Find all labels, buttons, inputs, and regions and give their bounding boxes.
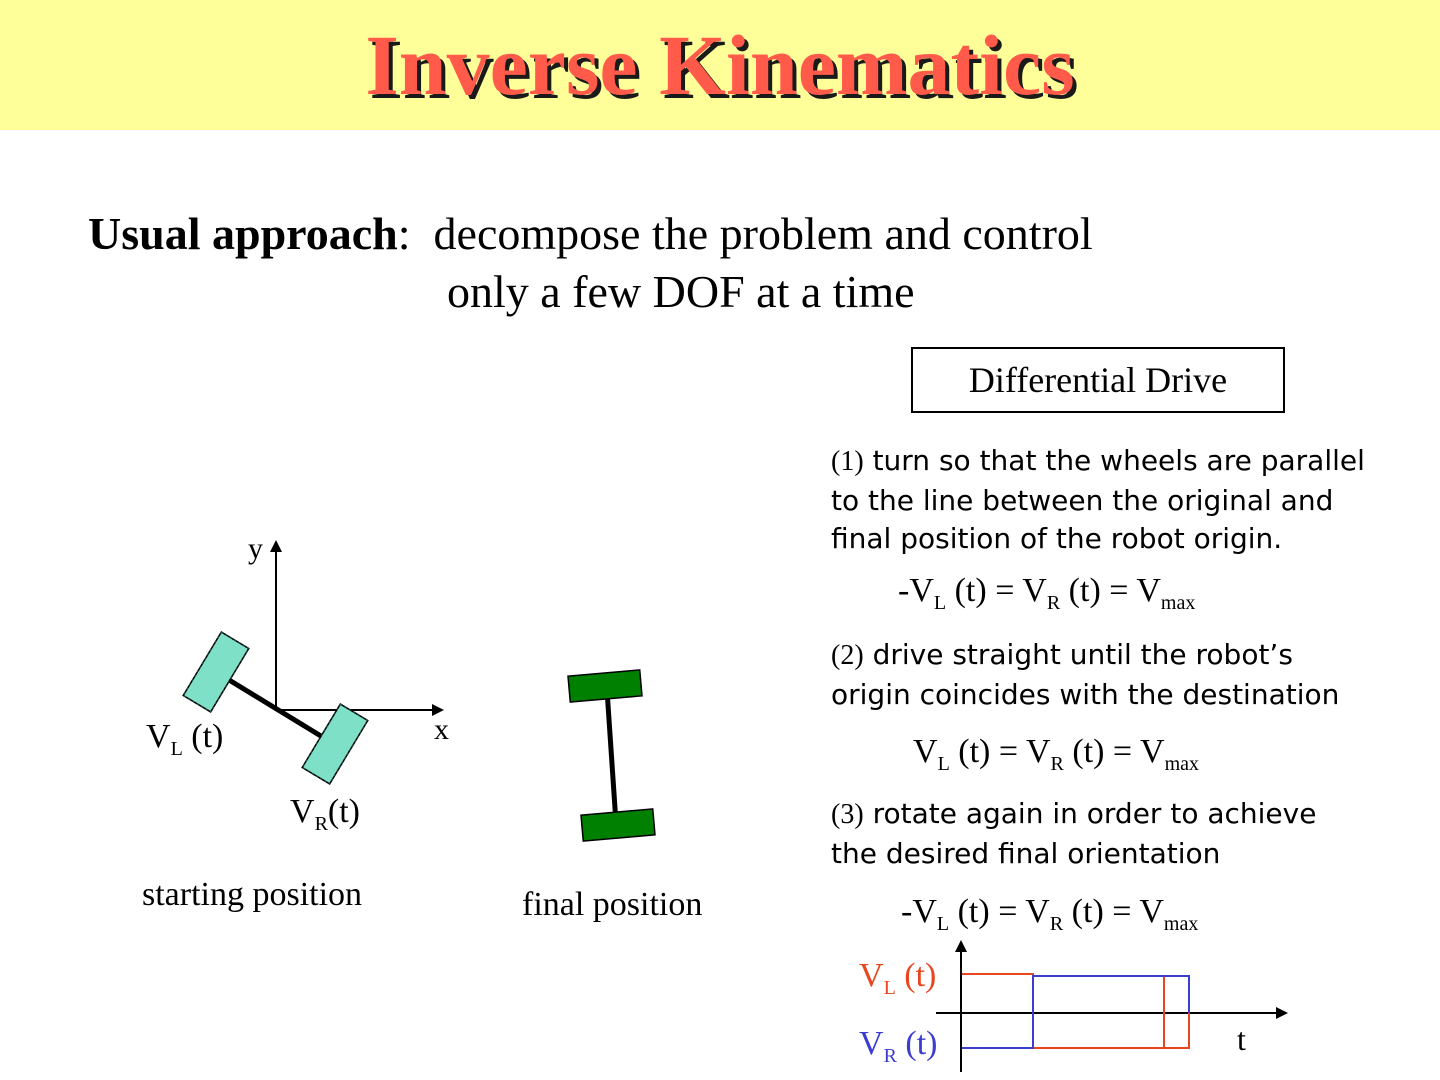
- slide-title: Inverse Kinematics: [365, 17, 1075, 113]
- step-number: (1): [831, 446, 864, 477]
- eq-sub: max: [1160, 592, 1196, 614]
- final-top-wheel: [568, 670, 642, 702]
- final-position-caption: final position: [522, 886, 703, 923]
- x-axis-label: x: [434, 713, 449, 746]
- final-bottom-wheel: [581, 809, 655, 841]
- plot-vr-v: V: [859, 1025, 884, 1062]
- eq-mid: (t) =: [946, 572, 1023, 609]
- vl-v: V: [146, 718, 171, 755]
- eq-v: V: [912, 893, 937, 930]
- eq-mid: (t) =: [949, 733, 1026, 770]
- eq-sub: R: [1046, 592, 1061, 614]
- start-left-wheel: [183, 632, 249, 712]
- eq-sub: max: [1163, 913, 1199, 935]
- eq-mid: (t) =: [1063, 893, 1140, 930]
- final-axle: [607, 690, 616, 823]
- vl-trace: [962, 974, 1164, 1048]
- plot-vr-label: [859, 1025, 938, 1068]
- vr-label: [290, 793, 360, 836]
- eq-v: V: [1136, 572, 1161, 609]
- axes: [270, 540, 444, 716]
- step-number: (3): [831, 799, 864, 830]
- starting-position-caption: starting position: [142, 876, 363, 913]
- velocity-plot: [936, 940, 1288, 1072]
- eq-mid: (t) =: [1063, 733, 1140, 770]
- eq-sub: R: [1050, 753, 1064, 775]
- eq-sub: max: [1164, 753, 1199, 775]
- plot-vl-rest: (t): [895, 957, 937, 994]
- eq-v: V: [1139, 893, 1164, 930]
- eq-v: V: [909, 572, 934, 609]
- plot-vr-rest: (t): [896, 1025, 938, 1062]
- vl-rest: (t): [182, 718, 224, 755]
- vr-rest: (t): [327, 793, 360, 830]
- vr-sub: R: [314, 813, 328, 835]
- vr-v: V: [290, 793, 315, 830]
- plot-vl-label: [859, 957, 936, 1000]
- eq-v: V: [1140, 733, 1165, 770]
- eq-sub: L: [933, 592, 947, 614]
- eq-v: V: [1025, 733, 1051, 770]
- plot-vr-sub: R: [883, 1045, 897, 1067]
- eq-mid: (t) =: [1060, 572, 1137, 609]
- eq-sub: R: [1049, 913, 1064, 935]
- step-number: (2): [831, 640, 864, 671]
- plot-t-label: t: [1237, 1021, 1246, 1057]
- approach-colon: :: [397, 208, 411, 259]
- step-text: turn so that the wheels are parallel to the line between the original and final position of the robot origin.: [831, 444, 1365, 555]
- plot-vl-v: V: [859, 957, 884, 994]
- approach-label: Usual approach: [88, 208, 398, 259]
- eq-mid: (t) =: [949, 893, 1026, 930]
- step-text: drive straight until the robot’s origin coincides with the destination: [831, 638, 1340, 711]
- start-right-wheel: [302, 704, 368, 784]
- approach-line2: only a few DOF at a time: [447, 266, 915, 317]
- eq-prefix: -: [901, 893, 913, 930]
- differential-drive-label: Differential Drive: [968, 360, 1228, 400]
- vl-sub: L: [170, 738, 183, 760]
- eq-v: V: [1022, 572, 1047, 609]
- eq-prefix: -: [898, 572, 910, 609]
- approach-line1: decompose the problem and control: [433, 208, 1093, 259]
- y-axis-label: y: [248, 532, 263, 565]
- step-text: rotate again in order to achieve the desired final orientation: [831, 797, 1317, 870]
- eq-v: V: [1025, 893, 1050, 930]
- eq-sub: L: [936, 913, 950, 935]
- vl-label: [146, 718, 223, 761]
- eq-sub: L: [937, 753, 950, 775]
- eq-v: V: [913, 733, 938, 770]
- plot-vl-sub: L: [883, 977, 896, 999]
